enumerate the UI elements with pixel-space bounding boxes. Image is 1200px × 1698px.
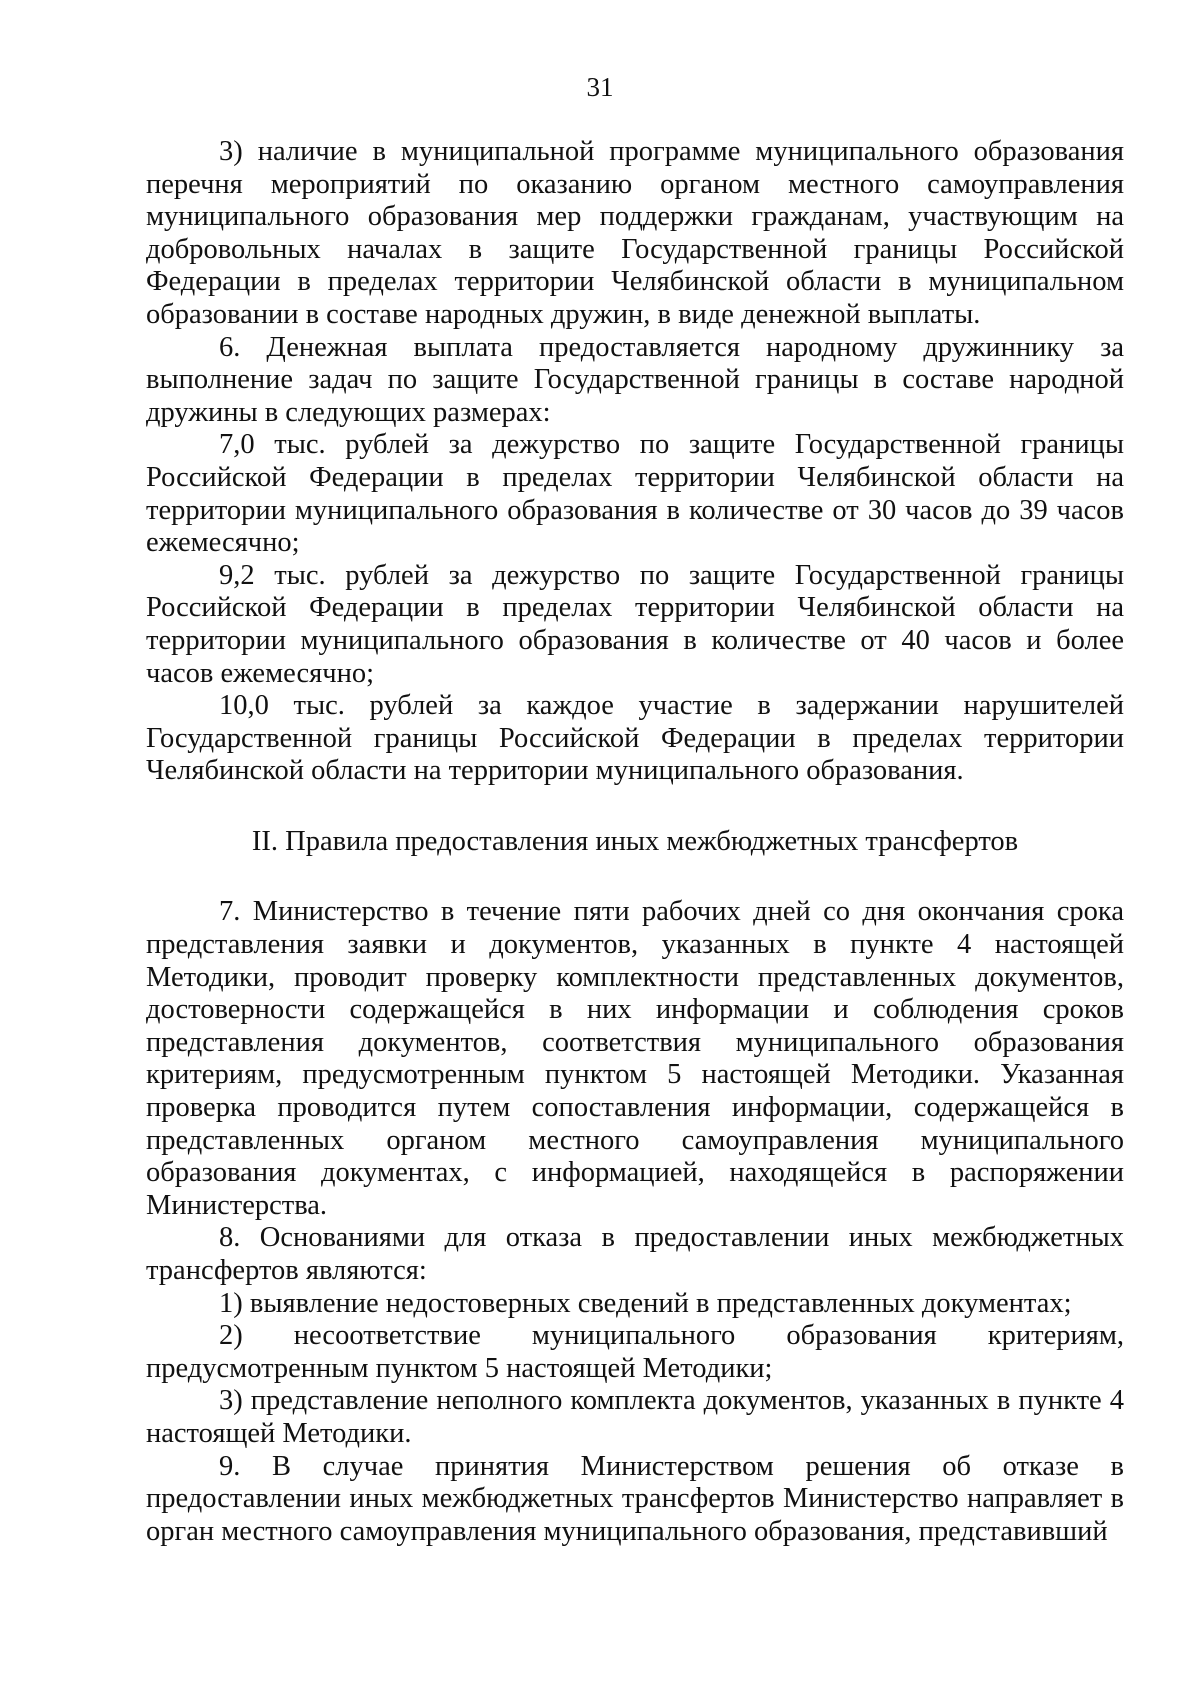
paragraph-7: 7. Министерство в течение пяти рабочих дней со дня окончания срока представления заявки и документов, указанных в пункте 4 настоящей Методики, проводит проверку комплектности представленных документов, достоверности содержащейся в них информации и соблюдения сроков представления документов, соответствия муниципального образования критериям, предусмотренным пунктом 5 настоящей Методики. Указанная проверка проводится путем сопоставления информации, содержащейся в представленных органом местного самоуправления муниципального образования документах, с информацией, находящейся в распоряжении Министерства. <box>146 896 1124 1221</box>
paragraph-8-3: 3) представление неполного комплекта документов, указанных в пункте 4 настоящей Методики. <box>146 1385 1124 1449</box>
paragraph-8-2: 2) несоответствие муниципального образования критериям, предусмотренным пунктом 5 настоящей Методики; <box>146 1320 1124 1384</box>
document-body <box>146 136 1124 1548</box>
paragraph-payment-9-2: 9,2 тыс. рублей за дежурство по защите Государственной границы Российской Федерации в пределах территории Челябинской области на территории муниципального образования в количестве от 40 часов и более часов ежемесячно; <box>146 559 1124 689</box>
paragraph-9: 9. В случае принятия Министерством решения об отказе в предоставлении иных межбюджетных трансфертов Министерство направляет в орган местного самоуправления муниципального образования, представивший <box>146 1450 1124 1547</box>
paragraph-8: 8. Основаниями для отказа в предоставлении иных межбюджетных трансфертов являются: <box>146 1222 1124 1286</box>
paragraph-8-1: 1) выявление недостоверных сведений в представленных документах; <box>219 1287 1072 1319</box>
section-heading: II. Правила предоставления иных межбюджетных трансфертов <box>251 825 1019 857</box>
page-number: 31 <box>586 72 614 102</box>
paragraph-5-3: 3) наличие в муниципальной программе муниципального образования перечня мероприятий по оказанию органом местного самоуправления муниципального образования мер поддержки гражданам, участвующим на добровольных началах в защите Государственной границы Российской Федерации в пределах территории Челябинской области в муниципальном образовании в составе народных дружин, в виде денежной выплаты. <box>146 136 1124 330</box>
paragraph-6: 6. Денежная выплата предоставляется народному дружиннику за выполнение задач по защите Государственной границы в составе народной дружины в следующих размерах: <box>146 331 1124 428</box>
paragraph-payment-10-0: 10,0 тыс. рублей за каждое участие в задержании нарушителей Государственной границы Российской Федерации в пределах территории Челябинской области на территории муниципального образования. <box>146 690 1124 787</box>
paragraph-payment-7-0: 7,0 тыс. рублей за дежурство по защите Государственной границы Российской Федерации в пределах территории Челябинской области на территории муниципального образования в количестве от 30 часов до 39 часов ежемесячно; <box>146 429 1124 559</box>
